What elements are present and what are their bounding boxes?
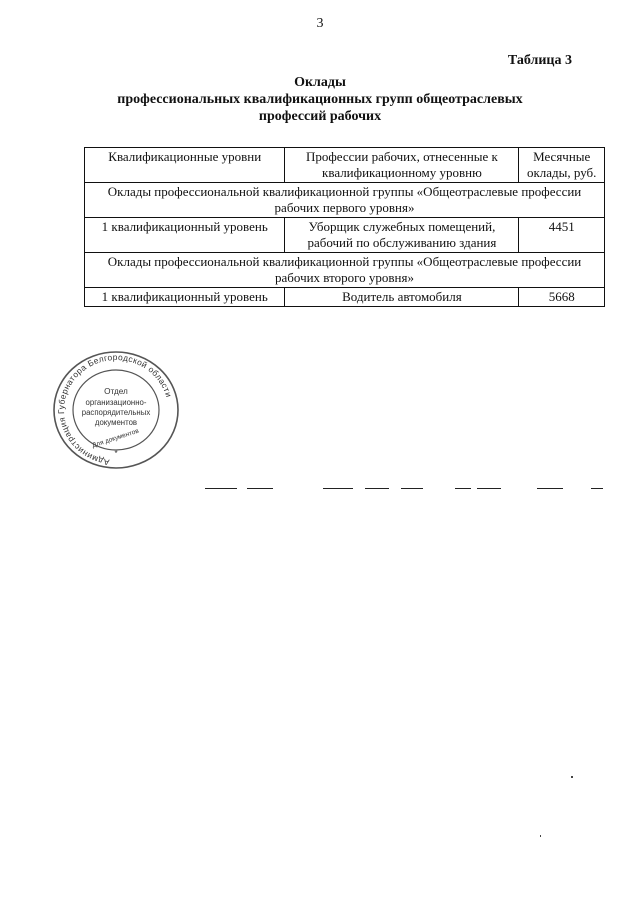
stamp-line-4: документов	[94, 418, 138, 427]
stamp-star-icon: *	[114, 449, 118, 458]
stamp-ring-text: Администрация Губернатора Белгородской области	[55, 351, 175, 468]
official-stamp	[50, 348, 182, 470]
group-title-1: Оклады профессиональной квалификационной группы «Общеотраслевые профессии рабочих первого уровня»	[85, 183, 605, 218]
heading-line-3: профессий рабочих	[258, 109, 382, 124]
header-salary: Месячные оклады, руб.	[519, 148, 605, 183]
scan-speck	[571, 776, 573, 778]
group-title-row	[85, 183, 605, 218]
profession-cell: Водитель автомобиля	[285, 288, 519, 307]
heading-line-2: профессиональных квалификационных групп общеотраслевых	[117, 92, 523, 107]
stamp-line-2: организационно-	[85, 398, 147, 407]
table-label: Таблица 3	[507, 53, 572, 68]
table-row	[85, 218, 605, 253]
stamp-bottom-text: Для документов	[91, 427, 140, 450]
salary-table	[84, 147, 605, 307]
salary-cell: 4451	[519, 218, 605, 253]
scan-speck	[540, 835, 541, 837]
table-row	[85, 288, 605, 307]
page-number: 3	[316, 16, 324, 31]
group-title-row	[85, 253, 605, 288]
stamp-line-3: распорядительных	[81, 408, 151, 417]
header-professions: Профессии рабочих, отнесенные к квалификационному уровню	[285, 148, 519, 183]
heading-line-1: Оклады	[294, 75, 346, 90]
level-cell: 1 квалификационный уровень	[85, 218, 285, 253]
header-level: Квалификационные уровни	[85, 148, 285, 183]
group-title-2: Оклады профессиональной квалификационной группы «Общеотраслевые профессии рабочих второго уровня»	[85, 253, 605, 288]
table-header-row	[85, 148, 605, 183]
scan-dashed-line	[205, 488, 605, 492]
salary-cell: 5668	[519, 288, 605, 307]
level-cell: 1 квалификационный уровень	[85, 288, 285, 307]
stamp-line-1: Отдел	[104, 387, 128, 396]
profession-cell: Уборщик служебных помещений, рабочий по обслуживанию здания	[285, 218, 519, 253]
page-heading	[0, 74, 640, 125]
